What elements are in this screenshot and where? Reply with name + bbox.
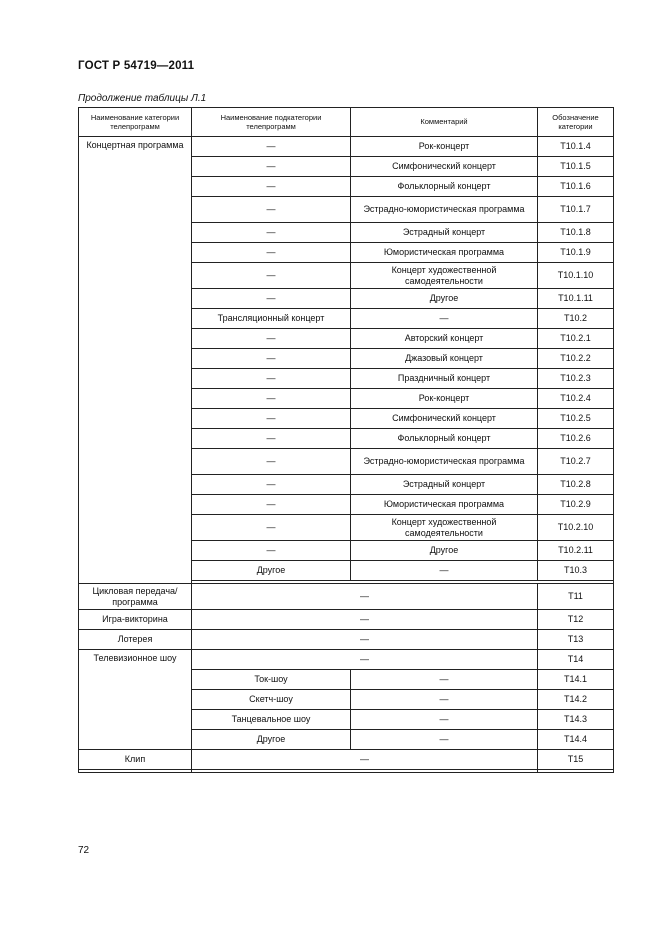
code-cell: T10.2.6 [538, 429, 614, 449]
subcategory-cell: — [192, 449, 351, 475]
header-subcategory: Наименование подкатегории телепрограмм [192, 108, 351, 137]
subcategory-cell: — [192, 429, 351, 449]
comment-cell: Концерт художественной самодеятельности [351, 515, 538, 541]
subcategory-cell: Скетч-шоу [192, 690, 351, 710]
subcategory-cell: Ток-шоу [192, 670, 351, 690]
comment-cell: Рок-концерт [351, 137, 538, 157]
category-cell: Лотерея [79, 630, 192, 650]
spacer-cell [192, 770, 538, 773]
table-row [79, 610, 614, 630]
table-header-row [79, 108, 614, 137]
comment-cell: Джазовый концерт [351, 349, 538, 369]
code-cell: T10.2.4 [538, 389, 614, 409]
merged-cell: — [192, 584, 538, 610]
merged-cell: — [192, 610, 538, 630]
subcategory-cell: Трансляционный концерт [192, 309, 351, 329]
code-cell: T12 [538, 610, 614, 630]
subcategory-cell: — [192, 349, 351, 369]
comment-cell: Рок-концерт [351, 389, 538, 409]
category-cell: Телевизионное шоу [79, 650, 192, 750]
merged-cell: — [192, 750, 538, 770]
subcategory-cell: — [192, 369, 351, 389]
code-cell: T10.2.7 [538, 449, 614, 475]
subcategory-cell: — [192, 157, 351, 177]
comment-cell: — [351, 730, 538, 750]
category-cell: Концертная программа [79, 137, 192, 584]
comment-cell: Эстрадный концерт [351, 223, 538, 243]
category-cell: Клип [79, 750, 192, 770]
code-cell: T10.2.1 [538, 329, 614, 349]
subcategory-cell: — [192, 243, 351, 263]
code-cell: T14.3 [538, 710, 614, 730]
code-cell: T10.2.3 [538, 369, 614, 389]
category-table [78, 107, 614, 773]
spacer-cell [79, 770, 192, 773]
header-code: Обозначение категории [538, 108, 614, 137]
comment-cell: Авторский концерт [351, 329, 538, 349]
subcategory-cell: — [192, 409, 351, 429]
document-title: ГОСТ Р 54719—2011 [78, 60, 195, 72]
comment-cell: — [351, 670, 538, 690]
code-cell: T10.1.11 [538, 289, 614, 309]
comment-cell: Эстрадный концерт [351, 475, 538, 495]
comment-cell: Праздничный концерт [351, 369, 538, 389]
code-cell: T10.1.10 [538, 263, 614, 289]
subcategory-cell: — [192, 197, 351, 223]
comment-cell: — [351, 309, 538, 329]
code-cell: T10.3 [538, 561, 614, 581]
comment-cell: Другое [351, 289, 538, 309]
subcategory-cell: — [192, 495, 351, 515]
comment-cell: Юмористическая программа [351, 495, 538, 515]
code-cell: T10.2 [538, 309, 614, 329]
subcategory-cell: — [192, 541, 351, 561]
comment-cell: Фольклорный концерт [351, 177, 538, 197]
table-row [79, 650, 614, 670]
code-cell: T10.1.7 [538, 197, 614, 223]
comment-cell: Симфонический концерт [351, 157, 538, 177]
subcategory-cell: — [192, 263, 351, 289]
comment-cell: Другое [351, 541, 538, 561]
code-cell: T14.1 [538, 670, 614, 690]
table-row [79, 750, 614, 770]
comment-cell: Концерт художественной самодеятельности [351, 263, 538, 289]
spacer-cell [538, 770, 614, 773]
merged-cell: — [192, 630, 538, 650]
spacer-row [79, 770, 614, 773]
code-cell: T10.2.10 [538, 515, 614, 541]
code-cell: T10.1.5 [538, 157, 614, 177]
code-cell: T10.2.2 [538, 349, 614, 369]
table-row [79, 630, 614, 650]
subcategory-cell: — [192, 289, 351, 309]
code-cell: T10.1.8 [538, 223, 614, 243]
code-cell: T10.2.5 [538, 409, 614, 429]
header-comment: Комментарий [351, 108, 538, 137]
comment-cell: Эстрадно-юмористическая программа [351, 449, 538, 475]
code-cell: T14.2 [538, 690, 614, 710]
code-cell: T11 [538, 584, 614, 610]
category-cell: Игра-викторина [79, 610, 192, 630]
subcategory-cell: — [192, 177, 351, 197]
category-cell: Цикловая передача/ программа [79, 584, 192, 610]
table-caption: Продолжение таблицы Л.1 [78, 93, 207, 104]
comment-cell: — [351, 690, 538, 710]
header-category: Наименование категории телепрограмм [79, 108, 192, 137]
code-cell: T14 [538, 650, 614, 670]
comment-cell: Юмористическая программа [351, 243, 538, 263]
code-cell: T14.4 [538, 730, 614, 750]
code-cell: T10.1.6 [538, 177, 614, 197]
comment-cell: Фольклорный концерт [351, 429, 538, 449]
code-cell: T10.2.9 [538, 495, 614, 515]
table-row [79, 584, 614, 610]
subcategory-cell: Другое [192, 730, 351, 750]
subcategory-cell: — [192, 329, 351, 349]
code-cell: T10.1.4 [538, 137, 614, 157]
subcategory-cell: — [192, 223, 351, 243]
page-number: 72 [78, 845, 90, 856]
merged-cell: — [192, 650, 538, 670]
code-cell: T15 [538, 750, 614, 770]
subcategory-cell: — [192, 515, 351, 541]
comment-cell: Симфонический концерт [351, 409, 538, 429]
code-cell: T13 [538, 630, 614, 650]
subcategory-cell: Танцевальное шоу [192, 710, 351, 730]
code-cell: T10.1.9 [538, 243, 614, 263]
code-cell: T10.2.8 [538, 475, 614, 495]
comment-cell: — [351, 561, 538, 581]
subcategory-cell: — [192, 389, 351, 409]
subcategory-cell: Другое [192, 561, 351, 581]
subcategory-cell: — [192, 475, 351, 495]
comment-cell: Эстрадно-юмористическая программа [351, 197, 538, 223]
code-cell: T10.2.11 [538, 541, 614, 561]
table-row [79, 137, 614, 157]
subcategory-cell: — [192, 137, 351, 157]
comment-cell: — [351, 710, 538, 730]
